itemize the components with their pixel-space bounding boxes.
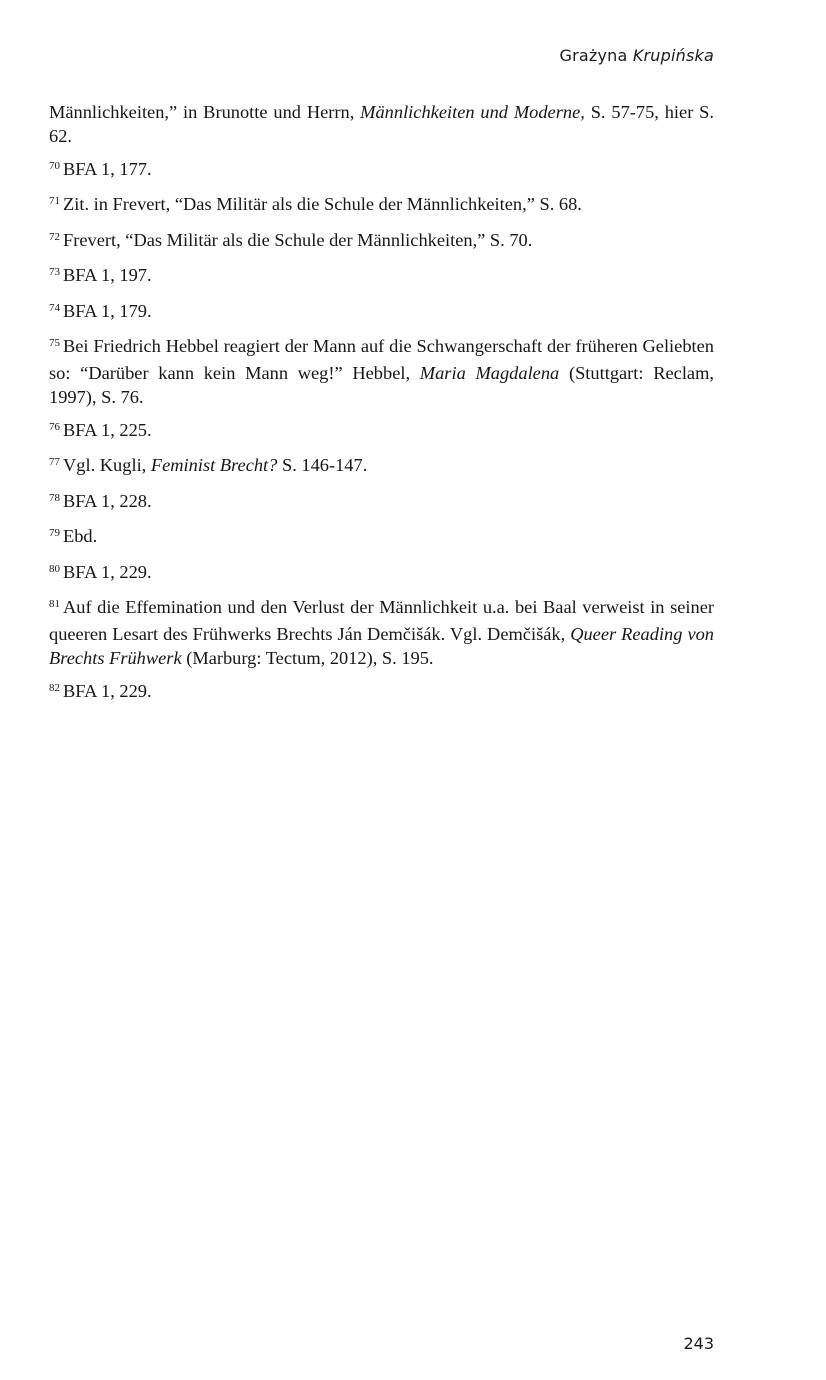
header-author-first: Grażyna [559, 46, 628, 65]
footnote-text: BFA 1, 177. [63, 158, 152, 179]
footnote-number: 70 [49, 159, 60, 172]
footnotes [49, 100, 714, 714]
footnote-text: (Marburg: Tectum, 2012), S. 195. [181, 648, 434, 668]
header-author-last: Krupińska [632, 46, 714, 65]
footnote-number: 76 [49, 420, 60, 433]
footnote-text: BFA 1, 225. [63, 419, 152, 440]
footnote-75 [49, 334, 714, 409]
footnote-text: Auf die Effemination und den Verlust der Männlichkeit u.a. bei Baal verweist in seiner queeren Lesart des Frühwerks Brechts Ján Demčišák. Vgl. Demčišák, [49, 597, 714, 644]
footnote-italic: Männlichkeiten und Moderne, [360, 102, 585, 122]
page-number: 243 [683, 1334, 714, 1353]
footnote-number: 77 [49, 456, 60, 468]
footnote-78 [49, 489, 714, 516]
footnote-79 [49, 524, 714, 551]
footnote-80 [49, 560, 714, 587]
footnote-number: 73 [49, 266, 60, 278]
footnote-text: Vgl. Kugli, [63, 455, 151, 475]
footnote-number: 71 [49, 195, 60, 207]
footnote-italic: Maria Magdalena [419, 363, 560, 383]
footnote-number: 78 [49, 491, 60, 504]
footnote-text: BFA 1, 229. [63, 561, 152, 582]
footnote-italic: Queer Reading von Brechts Frühwerk [49, 624, 714, 668]
footnote-number: 80 [49, 562, 60, 575]
footnote-73 [49, 263, 714, 290]
footnote-text: Frevert, “Das Militär als die Schule der Männlichkeiten,” S. 70. [63, 229, 533, 250]
footnote-text: Bei Friedrich Hebbel reagiert der Mann auf die Schwangerschaft der früheren Geliebten so: “Darüber kann kein Mann weg!” Hebbel, [49, 336, 714, 383]
footnote-continuation [49, 100, 714, 148]
footnote-number: 74 [49, 301, 60, 314]
footnote-number: 82 [49, 681, 60, 694]
running-header [560, 46, 714, 65]
footnote-text: BFA 1, 197. [63, 265, 152, 285]
footnote-71 [49, 192, 714, 219]
footnote-70 [49, 157, 714, 184]
footnote-number: 72 [49, 230, 60, 243]
footnote-text: BFA 1, 228. [63, 490, 152, 511]
footnote-text: S. 57-75, hier S. 62. [49, 102, 714, 146]
footnote-text: BFA 1, 179. [63, 300, 152, 321]
footnote-76 [49, 418, 714, 445]
footnote-text: (Stuttgart: Reclam, 1997), S. 76. [49, 363, 714, 407]
footnote-number: 79 [49, 527, 60, 539]
footnote-74 [49, 299, 714, 326]
footnote-77 [49, 453, 714, 480]
footnote-text: S. 146-147. [277, 455, 368, 475]
footnote-number: 75 [49, 337, 60, 349]
footnote-72 [49, 228, 714, 255]
footnote-82 [49, 679, 714, 706]
footnote-81 [49, 595, 714, 670]
footnote-italic: Feminist Brecht? [150, 455, 278, 475]
footnote-number: 81 [49, 598, 60, 610]
footnote-text: Ebd. [63, 526, 98, 546]
footnote-text: Männlichkeiten,” in Brunotte und Herrn, [49, 102, 361, 122]
footnote-text: Zit. in Frevert, “Das Militär als die Schule der Männlichkeiten,” S. 68. [63, 194, 582, 214]
footnote-text: BFA 1, 229. [63, 680, 152, 701]
